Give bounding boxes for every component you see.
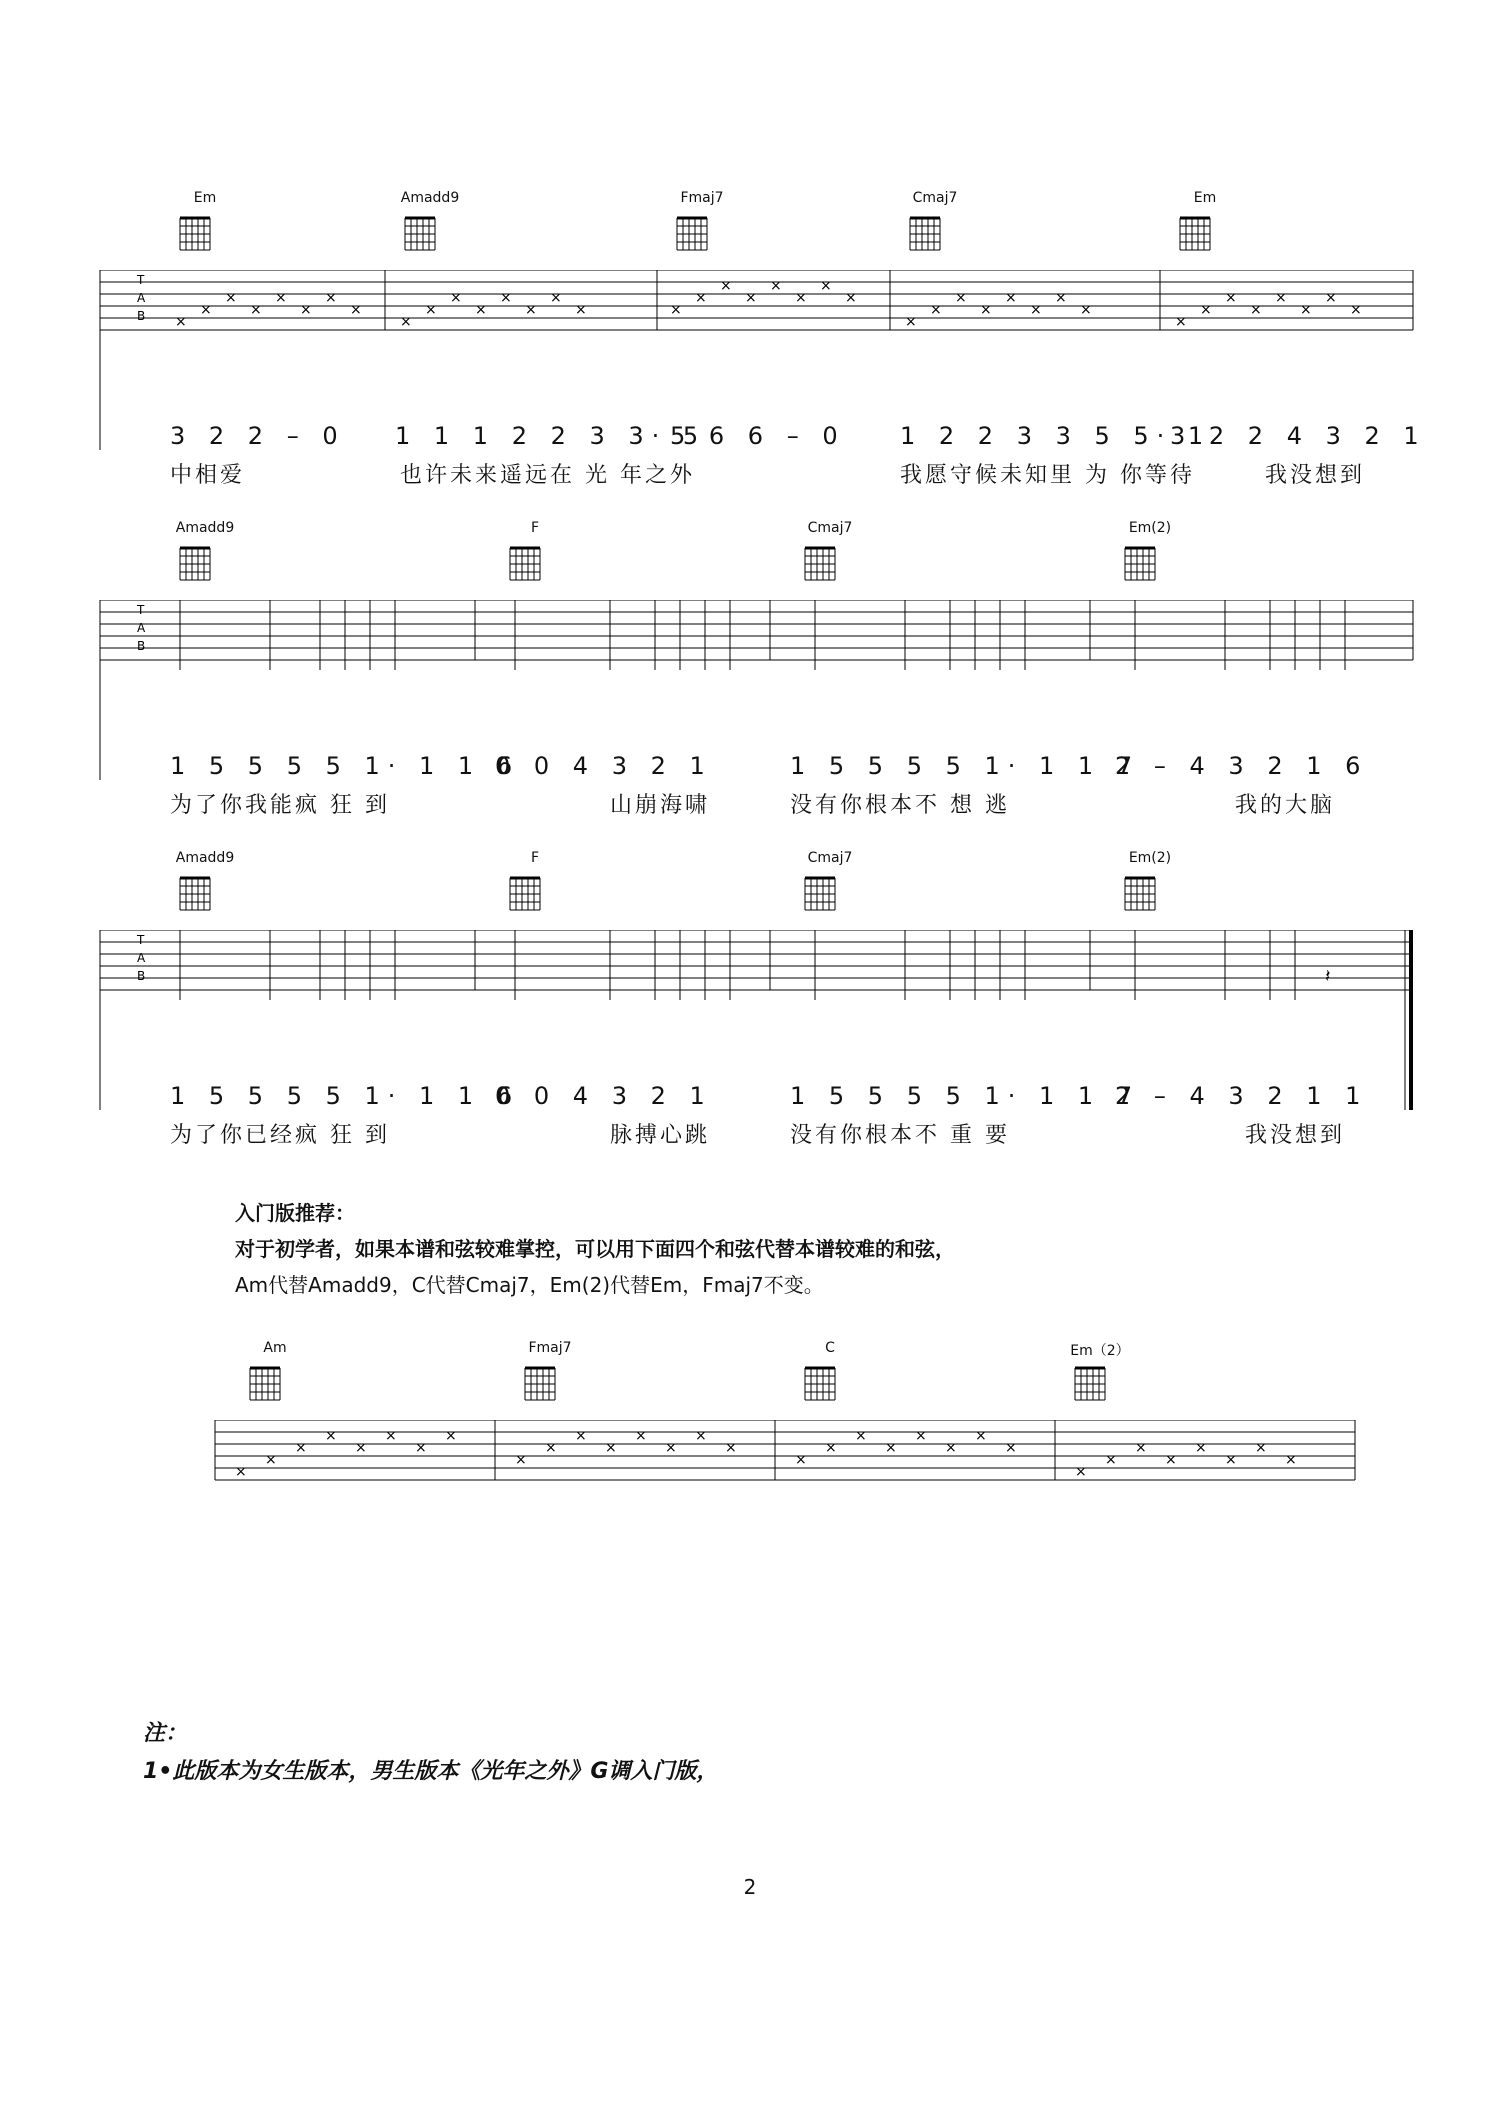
chord-name: Em	[193, 190, 217, 206]
svg-text:×: ×	[1105, 1452, 1117, 1468]
tab-staff	[95, 930, 1415, 1030]
svg-text:×: ×	[1250, 302, 1262, 318]
lyric-measure: 中相爱	[170, 463, 246, 488]
chord-name: Cmaj7	[912, 190, 958, 206]
svg-text:×: ×	[550, 290, 562, 306]
chord-diagram	[1115, 520, 1185, 600]
svg-text:T: T	[137, 273, 145, 287]
chord-grid-icon	[1115, 536, 1185, 596]
svg-text:×: ×	[1325, 290, 1337, 306]
chord-diagram	[1170, 190, 1240, 270]
chord-diagram	[900, 190, 970, 270]
system-3	[95, 850, 1415, 1152]
svg-text:×: ×	[770, 278, 782, 294]
svg-text:T: T	[137, 603, 145, 617]
tab-staff-icon	[210, 1420, 1360, 1530]
svg-text:×: ×	[1005, 290, 1017, 306]
svg-text:×: ×	[975, 1428, 987, 1444]
chord-grid-icon	[795, 866, 865, 926]
svg-text:×: ×	[665, 1440, 677, 1456]
chord-diagram	[795, 850, 865, 930]
svg-text:A: A	[137, 951, 146, 965]
svg-text:×: ×	[855, 1428, 867, 1444]
svg-text:×: ×	[400, 314, 412, 330]
beginner-recommendation	[235, 1195, 955, 1303]
lyric-measure: 也许未来遥远在 光 年之外	[400, 463, 695, 488]
lyric-measure: 没有你根本不 重 要	[790, 1123, 1010, 1148]
svg-text:×: ×	[175, 314, 187, 330]
recommend-title: 入门版推荐：	[235, 1201, 355, 1225]
svg-text:×: ×	[225, 290, 237, 306]
svg-text:B: B	[137, 639, 146, 653]
svg-text:×: ×	[525, 302, 537, 318]
chord-name: F	[530, 520, 540, 536]
svg-text:×: ×	[955, 290, 967, 306]
svg-text:×: ×	[200, 302, 212, 318]
svg-text:×: ×	[385, 1428, 397, 1444]
svg-text:×: ×	[725, 1440, 737, 1456]
chord-grid-icon	[240, 1356, 310, 1416]
notation-measure: 2 – 4 3 2 1 1	[1115, 1082, 1369, 1110]
tab-staff	[210, 1420, 1360, 1520]
notation-measure: 1 1 1 2 2 3 3· 5	[395, 422, 707, 450]
chord-grid-icon	[500, 866, 570, 926]
svg-text:×: ×	[845, 290, 857, 306]
svg-text:×: ×	[275, 290, 287, 306]
chord-grid-icon	[395, 206, 465, 266]
note-title: 注：	[143, 1721, 188, 1746]
chord-name: Cmaj7	[807, 850, 853, 866]
chord-name: Em	[1193, 190, 1217, 206]
svg-text:×: ×	[1275, 290, 1287, 306]
chord-row	[95, 520, 1415, 600]
notation-measure: 3 2 2 – 0	[170, 422, 346, 450]
svg-text:×: ×	[1135, 1440, 1147, 1456]
svg-text:×: ×	[1030, 302, 1042, 318]
svg-text:×: ×	[425, 302, 437, 318]
chord-grid-icon	[500, 536, 570, 596]
svg-text:×: ×	[325, 290, 337, 306]
svg-text:×: ×	[635, 1428, 647, 1444]
svg-text:×: ×	[295, 1440, 307, 1456]
chord-grid-icon	[900, 206, 970, 266]
lyric-measure: 我的大脑	[1235, 793, 1336, 818]
chord-grid-icon	[1065, 1356, 1135, 1416]
svg-text:×: ×	[885, 1440, 897, 1456]
chord-row	[210, 1340, 1360, 1420]
chord-diagram	[667, 190, 737, 270]
svg-text:×: ×	[915, 1428, 927, 1444]
notation-measure: 0 0 4 3 2 1	[495, 1082, 713, 1110]
footnote	[143, 1715, 718, 1791]
chord-grid-icon	[170, 536, 240, 596]
chord-grid-icon	[170, 206, 240, 266]
svg-text:×: ×	[575, 302, 587, 318]
svg-text:×: ×	[515, 1452, 527, 1468]
svg-text:×: ×	[475, 302, 487, 318]
svg-text:×: ×	[445, 1428, 457, 1444]
notation-measure: 1 5 5 5 5 1· 1 1 6	[170, 752, 521, 780]
chord-name: Em（2）	[1070, 1343, 1130, 1359]
svg-text:×: ×	[1195, 1440, 1207, 1456]
svg-text:×: ×	[415, 1440, 427, 1456]
svg-text:×: ×	[300, 302, 312, 318]
chord-grid-icon	[170, 866, 240, 926]
svg-text:A: A	[137, 621, 146, 635]
chord-name: Amadd9	[175, 850, 235, 866]
chord-name: Fmaj7	[528, 1340, 572, 1356]
chord-name: Amadd9	[400, 190, 460, 206]
chord-name: Fmaj7	[680, 190, 724, 206]
svg-text:×: ×	[355, 1440, 367, 1456]
chord-name: F	[530, 850, 540, 866]
svg-text:×: ×	[825, 1440, 837, 1456]
notation-measure: 1 5 5 5 5 1· 1 1 7	[790, 1082, 1141, 1110]
chord-name: Am	[263, 1340, 287, 1356]
chord-diagram	[795, 1340, 865, 1420]
lyrics-row	[95, 458, 1415, 492]
svg-text:T: T	[137, 933, 145, 947]
numbered-notation-row	[95, 1082, 1415, 1118]
chord-diagram	[500, 850, 570, 930]
svg-text:×: ×	[605, 1440, 617, 1456]
svg-text:×: ×	[1285, 1452, 1297, 1468]
numbered-notation-row	[95, 422, 1427, 458]
notation-measure: 1 2 2 3 3 5 5· 1	[900, 422, 1212, 450]
chord-diagram	[170, 850, 240, 930]
chord-diagram	[170, 190, 240, 270]
chord-row	[95, 850, 1415, 930]
svg-text:×: ×	[1255, 1440, 1267, 1456]
lyric-measure: 山崩海啸	[610, 793, 711, 818]
tab-staff	[95, 600, 1415, 700]
svg-text:×: ×	[1005, 1440, 1017, 1456]
svg-text:×: ×	[695, 290, 707, 306]
svg-text:×: ×	[235, 1464, 247, 1480]
chord-diagram	[500, 520, 570, 600]
lyric-measure: 为了你已经疯 狂 到	[170, 1123, 390, 1148]
chord-row	[95, 190, 1415, 270]
svg-text:×: ×	[265, 1452, 277, 1468]
lyrics-row	[95, 788, 1415, 822]
notation-measure: 2 – 4 3 2 1 6	[1115, 752, 1369, 780]
notation-measure: 5 6 6 – 0	[670, 422, 846, 450]
svg-text:×: ×	[1175, 314, 1187, 330]
svg-text:×: ×	[325, 1428, 337, 1444]
svg-text:×: ×	[545, 1440, 557, 1456]
lyric-measure: 我没想到	[1245, 1123, 1346, 1148]
notation-measure: 3 2 2 4 3 2 1	[1170, 422, 1427, 450]
page-number: 2	[743, 1875, 757, 1899]
svg-text:×: ×	[670, 302, 682, 318]
svg-text:×: ×	[795, 290, 807, 306]
chord-grid-icon	[795, 536, 865, 596]
chord-grid-icon	[1115, 866, 1185, 926]
chord-name: Em(2)	[1128, 520, 1172, 536]
lyric-measure: 为了你我能疯 狂 到	[170, 793, 390, 818]
svg-text:×: ×	[795, 1452, 807, 1468]
chord-diagram	[395, 190, 465, 270]
svg-text:A: A	[137, 291, 146, 305]
svg-text:×: ×	[1350, 302, 1362, 318]
svg-text:×: ×	[720, 278, 732, 294]
svg-text:×: ×	[945, 1440, 957, 1456]
svg-text:×: ×	[350, 302, 362, 318]
lyric-measure: 没有你根本不 想 逃	[790, 793, 1010, 818]
svg-text:×: ×	[905, 314, 917, 330]
recommend-line-1: 对于初学者，如果本谱和弦较难掌控，可以用下面四个和弦代替本谱较难的和弦，	[235, 1237, 955, 1261]
svg-text:×: ×	[695, 1428, 707, 1444]
chord-grid-icon	[795, 1356, 865, 1416]
svg-text:B: B	[137, 309, 146, 323]
chord-grid-icon	[515, 1356, 585, 1416]
svg-text:B: B	[137, 969, 146, 983]
svg-text:×: ×	[575, 1428, 587, 1444]
svg-text:×: ×	[930, 302, 942, 318]
system-1	[95, 190, 1427, 492]
svg-text:×: ×	[1080, 302, 1092, 318]
notation-measure: 0 0 4 3 2 1	[495, 752, 713, 780]
recommend-line-2: Am代替Amadd9，C代替Cmaj7，Em(2)代替Em，Fmaj7不变。	[235, 1273, 824, 1297]
chord-name: Amadd9	[175, 520, 235, 536]
simple-chords-system	[210, 1340, 1360, 1520]
lyric-measure: 我没想到	[1265, 463, 1366, 488]
chord-diagram	[1065, 1340, 1135, 1420]
svg-text:×: ×	[1225, 290, 1237, 306]
tab-staff	[95, 270, 1415, 370]
lyric-measure: 我愿守候未知里 为 你等待	[900, 463, 1195, 488]
notation-measure: 1 5 5 5 5 1· 1 1 6	[170, 1082, 521, 1110]
svg-text:×: ×	[500, 290, 512, 306]
svg-text:×: ×	[1200, 302, 1212, 318]
chord-diagram	[515, 1340, 585, 1420]
svg-text:×: ×	[820, 278, 832, 294]
chord-grid-icon	[1170, 206, 1240, 266]
svg-text:×: ×	[450, 290, 462, 306]
svg-text:×: ×	[980, 302, 992, 318]
system-2	[95, 520, 1415, 822]
chord-name: Cmaj7	[807, 520, 853, 536]
svg-text:×: ×	[1225, 1452, 1237, 1468]
chord-diagram	[170, 520, 240, 600]
chord-diagram	[240, 1340, 310, 1420]
svg-text:𝄽: 𝄽	[1325, 966, 1331, 987]
chord-grid-icon	[667, 206, 737, 266]
lyrics-row	[95, 1118, 1415, 1152]
svg-text:×: ×	[1055, 290, 1067, 306]
chord-diagram	[795, 520, 865, 600]
svg-text:×: ×	[250, 302, 262, 318]
lyric-measure: 脉搏心跳	[610, 1123, 711, 1148]
numbered-notation-row	[95, 752, 1415, 788]
svg-text:×: ×	[1165, 1452, 1177, 1468]
notation-measure: 1 5 5 5 5 1· 1 1 7	[790, 752, 1141, 780]
chord-name: Em(2)	[1128, 850, 1172, 866]
svg-text:×: ×	[1300, 302, 1312, 318]
svg-text:×: ×	[745, 290, 757, 306]
note-line-1: 1•此版本为女生版本，男生版本《光年之外》G调入门版，	[143, 1759, 719, 1784]
chord-diagram	[1115, 850, 1185, 930]
chord-name: C	[825, 1340, 835, 1356]
svg-text:×: ×	[1075, 1464, 1087, 1480]
